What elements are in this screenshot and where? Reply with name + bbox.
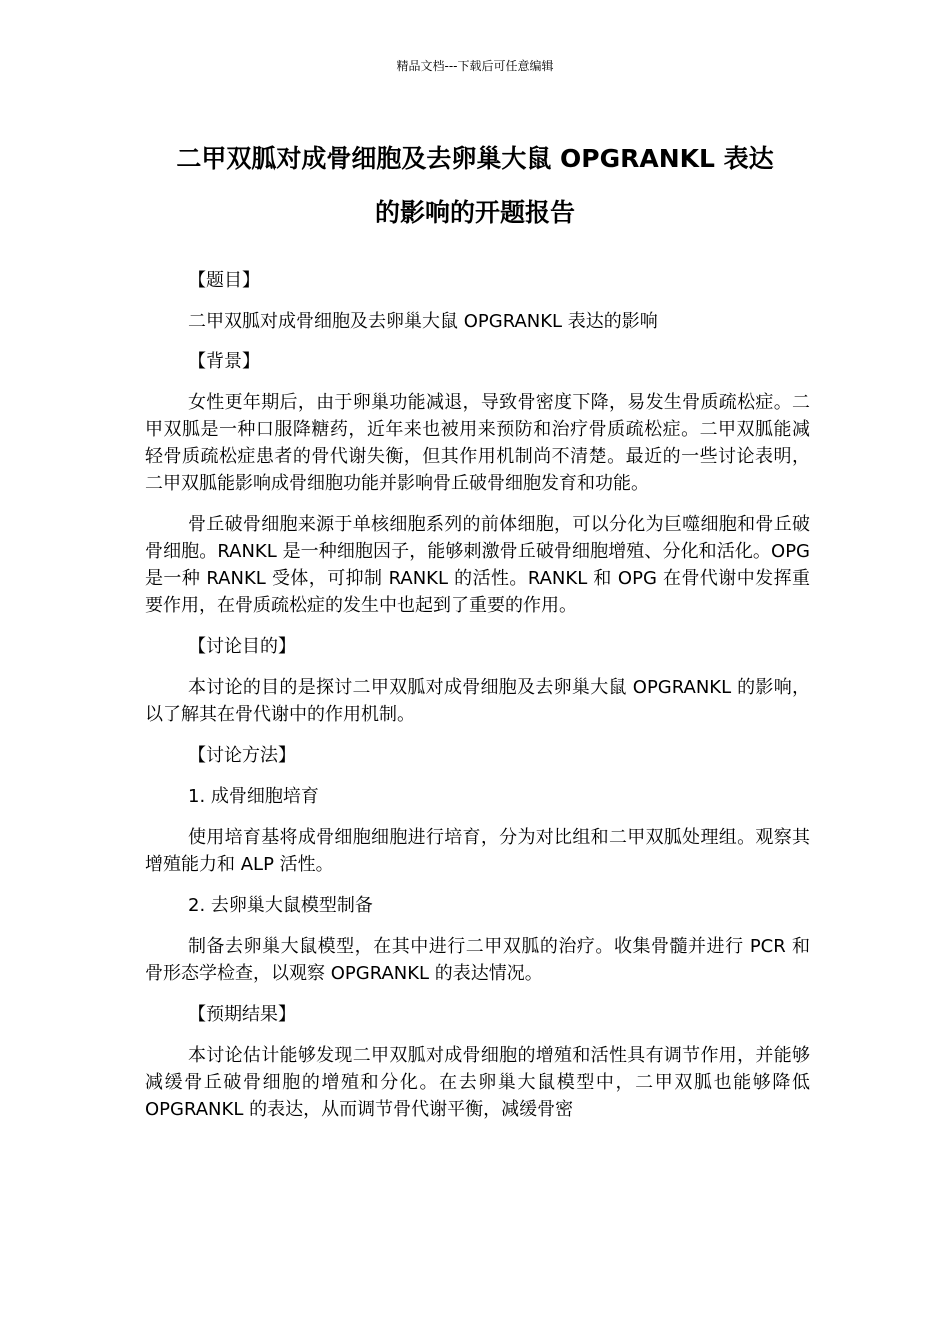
method-2-paragraph: 制备去卵巢大鼠模型，在其中进行二甲双胍的治疗。收集骨髓并进行 PCR 和骨形态学检查，以观察 OPGRANKL 的表达情况。 [145, 936, 810, 984]
title-line-1: 二甲双胍对成骨细胞及去卵巢大鼠 OPGRANKL 表达 [176, 144, 774, 173]
purpose-paragraph: 本讨论的目的是探讨二甲双胍对成骨细胞及去卵巢大鼠 OPGRANKL 的影响，以了解其在骨代谢中的作用机制。 [145, 677, 810, 725]
header-note: 精品文档---下载后可任意编辑 [396, 59, 554, 73]
topic-heading: 【题目】 [188, 270, 260, 291]
document-body [145, 267, 810, 1137]
method-heading: 【讨论方法】 [188, 745, 296, 766]
result-heading: 【预期结果】 [188, 1004, 296, 1025]
title-line-2: 的影响的开题报告 [374, 198, 575, 227]
purpose-heading: 【讨论目的】 [188, 636, 296, 657]
method-1-title: 1. 成骨细胞培育 [188, 786, 319, 807]
method-2-title: 2. 去卵巢大鼠模型制备 [188, 895, 373, 916]
background-paragraph-2: 骨丘破骨细胞来源于单核细胞系列的前体细胞，可以分化为巨噬细胞和骨丘破骨细胞。RANKL 是一种细胞因子，能够刺激骨丘破骨细胞增殖、分化和活化。OPG 是一种 RANKL 受体，可抑制 RANKL 的活性。RANKL 和 OPG 在骨代谢中发挥重要作用，在骨质疏松症的发生中也起到了重要的作用。 [145, 514, 810, 616]
method-1-paragraph: 使用培育基将成骨细胞细胞进行培育，分为对比组和二甲双胍处理组。观察其增殖能力和 ALP 活性。 [145, 827, 810, 875]
result-paragraph: 本讨论估计能够发现二甲双胍对成骨细胞的增殖和活性具有调节作用，并能够减缓骨丘破骨细胞的增殖和分化。在去卵巢大鼠模型中，二甲双胍也能够降低 OPGRANKL 的表达，从而调节骨代谢平衡，减缓骨密 [145, 1045, 810, 1120]
topic-text: 二甲双胍对成骨细胞及去卵巢大鼠 OPGRANKL 表达的影响 [188, 311, 658, 332]
background-paragraph-1: 女性更年期后，由于卵巢功能减退，导致骨密度下降，易发生骨质疏松症。二甲双胍是一种口服降糖药，近年来也被用来预防和治疗骨质疏松症。二甲双胍能减轻骨质疏松症患者的骨代谢失衡，但其作用机制尚不清楚。最近的一些讨论表明，二甲双胍能影响成骨细胞功能并影响骨丘破骨细胞发育和功能。 [145, 392, 810, 494]
document-title [130, 132, 820, 240]
background-heading: 【背景】 [188, 351, 260, 372]
